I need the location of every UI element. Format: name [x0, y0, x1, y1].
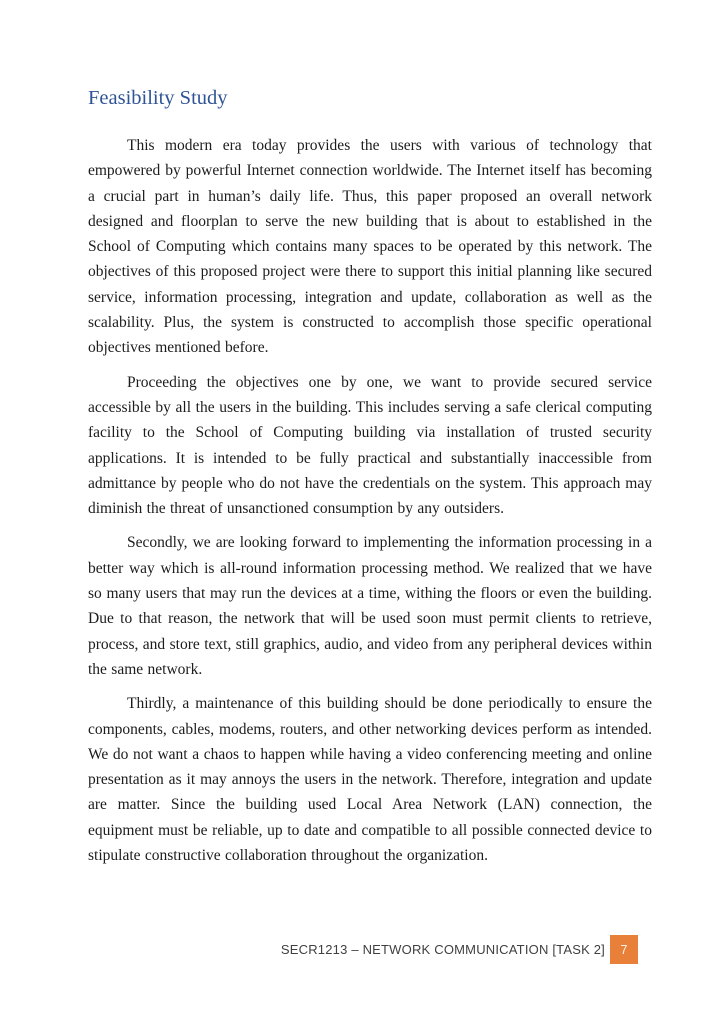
- body-paragraph-3: Secondly, we are looking forward to implementing the information processing in a better way which is all-round information processing method. We realized that we have so many users that may run the devices at a time, withing the floors or even the building. Due to that reason, the network that will be used soon must permit clients to retrieve, process, and store text, still graphics, audio, and video from any peripheral devices within the same network.: [88, 534, 652, 678]
- body-paragraph-4: Thirdly, a maintenance of this building should be done periodically to ensure the components, cables, modems, routers, and other networking devices perform as intended. We do not want a chaos to happen while having a video conferencing meeting and online presentation as it may annoys the users in the network. Therefore, integration and update are matter. Since the building used Local Area Network (LAN) connection, the equipment must be reliable, up to date and compatible to all possible connected device to stipulate constructive collaboration throughout the organization.: [88, 695, 652, 865]
- document-content: [88, 0, 652, 868]
- page-footer: [281, 935, 638, 964]
- page-number-badge: [610, 935, 638, 964]
- page-title: Feasibility Study: [88, 87, 228, 109]
- body-paragraph-2: Proceeding the objectives one by one, we want to provide secured service accessible by all the users in the building. This includes serving a safe clerical computing facility to the School of Computing building via installation of trusted security applications. It is intended to be fully practical and substantially inaccessible from admittance by people who do not have the credentials on the system. This approach may diminish the threat of unsanctioned consumption by any outsiders.: [88, 373, 652, 518]
- page-number: 7: [620, 942, 628, 957]
- footer-course-label: SECR1213 – NETWORK COMMUNICATION [TASK 2]: [280, 942, 605, 957]
- body-paragraph-1: This modern era today provides the users with various of technology that empowered by powerful Internet connection worldwide. The Internet itself has becoming a crucial part in human’s daily life. Thus, this paper proposed an overall network designed and floorplan to serve the new building that is about to established in the School of Computing which contains many spaces to be operated by this network. The objectives of this proposed project were there to support this initial planning like secured service, information processing, integration and update, collaboration as well as the scalability. Plus, the system is constructed to accomplish those specific operational objectives mentioned before.: [88, 137, 652, 357]
